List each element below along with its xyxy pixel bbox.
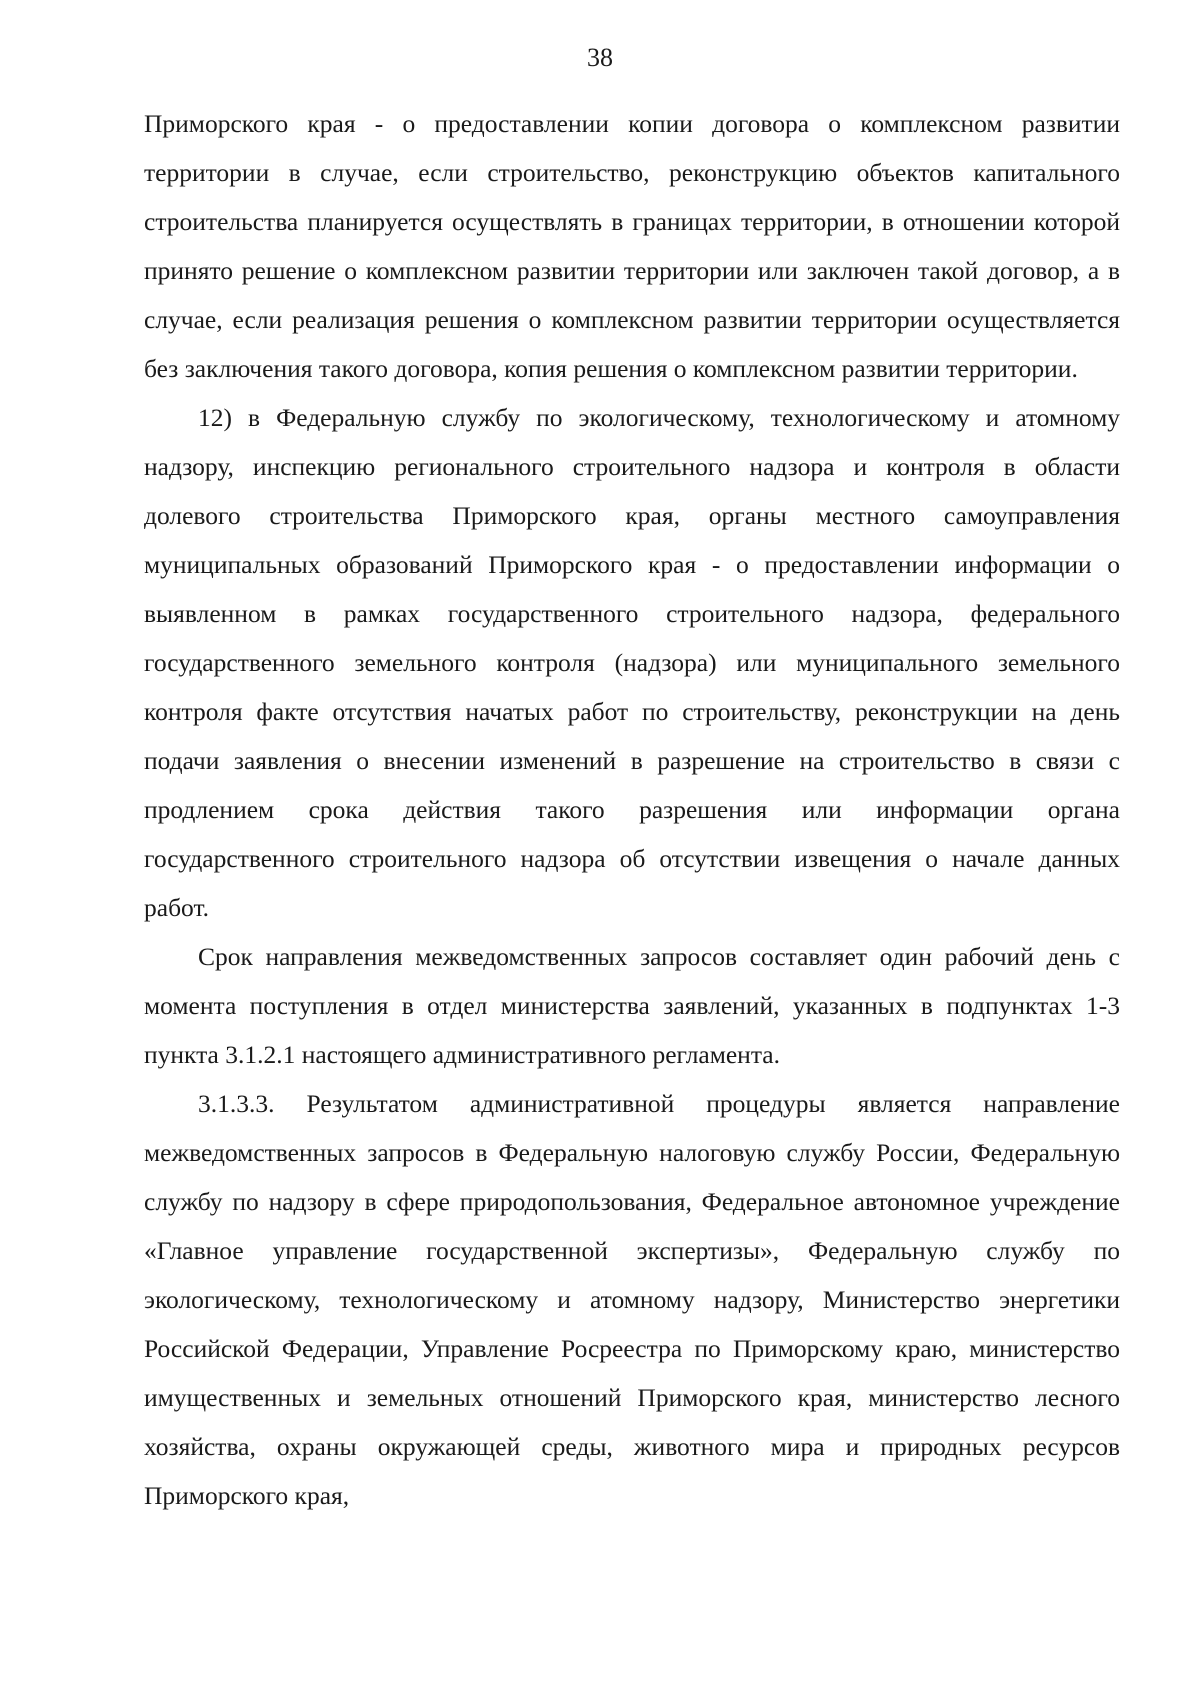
paragraph-deadline: Срок направления межведомственных запросов составляет один рабочий день с момента поступления в отдел министерства заявлений, указанных в подпунктах 1-3 пункта 3.1.2.1 настоящего административного регламента. bbox=[144, 942, 1120, 1069]
paragraph-3-1-3-3: 3.1.3.3. Результатом административной процедуры является направление межведомственных запросов в Федеральную налоговую службу России, Федеральную службу по надзору в сфере природопользования, Федеральное автономное учреждение «Главное управление государственной экспертизы», Федеральную службу по экологическому, технологическому и атомному надзору, Министерство энергетики Российской Федерации, Управление Росреестра по Приморскому краю, министерство имущественных и земельных отношений Приморского края, министерство лесного хозяйства, охраны окружающей среды, животного мира и природных ресурсов Приморского края, bbox=[144, 1089, 1120, 1510]
document-body bbox=[144, 99, 1120, 1520]
paragraph-continuation: Приморского края - о предоставлении копии договора о комплексном развитии территории в случае, если строительство, реконструкцию объектов капитального строительства планируется осуществлять в границах территории, в отношении которой принято решение о комплексном развитии территории или заключен такой договор, а в случае, если реализация решения о комплексном развитии территории осуществляется без заключения такого договора, копия решения о комплексном развитии территории. bbox=[144, 109, 1120, 383]
paragraph-item-12: 12) в Федеральную службу по экологическому, технологическому и атомному надзору, инспекцию регионального строительного надзора и контроля в области долевого строительства Приморского края, органы местного самоуправления муниципальных образований Приморского края - о предоставлении информации о выявленном в рамках государственного строительного надзора, федерального государственного земельного контроля (надзора) или муниципального земельного контроля факте отсутствия начатых работ по строительству, реконструкции на день подачи заявления о внесении изменений в разрешение на строительство в связи с продлением срока действия такого разрешения или информации органа государственного строительного надзора об отсутствии извещения о начале данных работ. bbox=[144, 403, 1120, 922]
page-number: 38 bbox=[587, 43, 613, 72]
